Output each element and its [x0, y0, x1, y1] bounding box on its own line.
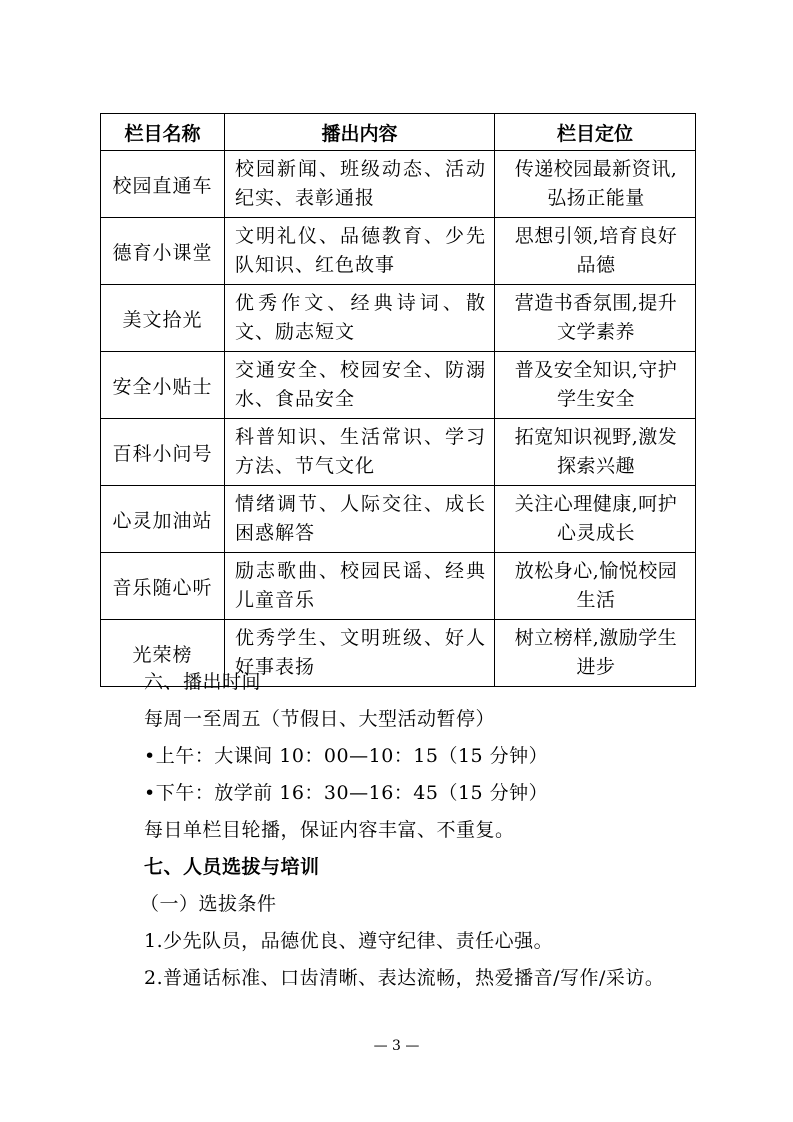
table-row: [101, 218, 696, 285]
row-position: 普及安全知识,守护学生安全: [495, 352, 696, 419]
row-name: 心灵加油站: [101, 486, 225, 553]
row-name: 德育小课堂: [101, 218, 225, 285]
row-content: 情绪调节、人际交往、成长困惑解答: [225, 486, 495, 553]
rotation-text: 每日单栏目轮播，保证内容丰富、不重复。: [144, 819, 515, 841]
morning-slot: •上午：大课间 10：00—10：15（15 分钟）: [144, 745, 549, 767]
table-row: [101, 151, 696, 218]
row-position: 思想引领,培育良好品德: [495, 218, 696, 285]
row-name: 百科小问号: [101, 419, 225, 486]
row-content: 励志歌曲、校园民谣、经典儿童音乐: [225, 553, 495, 620]
condition-item-2: 2.普通话标准、口齿清晰、表达流畅，热爱播音/写作/采访。: [144, 967, 665, 989]
column-table: [100, 113, 696, 687]
table-header-row: [101, 114, 696, 151]
row-content: 科普知识、生活常识、学习方法、节气文化: [225, 419, 495, 486]
row-name: 安全小贴士: [101, 352, 225, 419]
row-name: 美文拾光: [101, 285, 225, 352]
page-number: — 3 —: [373, 1038, 420, 1054]
header-column-position: 栏目定位: [495, 114, 696, 151]
row-position: 树立榜样,激励学生进步: [495, 620, 696, 687]
row-position: 营造书香氛围,提升文学素养: [495, 285, 696, 352]
header-column-name: 栏目名称: [101, 114, 225, 151]
table-row: [101, 352, 696, 419]
row-name: 光荣榜: [101, 620, 225, 687]
header-broadcast-content: 播出内容: [225, 114, 495, 151]
document-body: [100, 664, 700, 997]
section6-title: 六、播出时间: [144, 671, 262, 693]
row-position: 拓宽知识视野,激发探索兴趣: [495, 419, 696, 486]
row-position: 传递校园最新资讯,弘扬正能量: [495, 151, 696, 218]
section7-subtitle: （一）选拔条件: [140, 893, 277, 915]
row-content: 优秀作文、经典诗词、散文、励志短文: [225, 285, 495, 352]
schedule-text: 每周一至周五（节假日、大型活动暂停）: [144, 708, 496, 730]
row-content: 优秀学生、文明班级、好人好事表扬: [225, 620, 495, 687]
condition-item-1: 1.少先队员，品德优良、遵守纪律、责任心强。: [144, 930, 554, 952]
section7-title: 七、人员选拔与培训: [144, 856, 320, 878]
row-content: 校园新闻、班级动态、活动纪实、表彰通报: [225, 151, 495, 218]
row-name: 校园直通车: [101, 151, 225, 218]
table-row: [101, 419, 696, 486]
row-content: 交通安全、校园安全、防溺水、食品安全: [225, 352, 495, 419]
row-position: 放松身心,愉悦校园生活: [495, 553, 696, 620]
table-row: [101, 486, 696, 553]
row-content: 文明礼仪、品德教育、少先队知识、红色故事: [225, 218, 495, 285]
table-row: [101, 285, 696, 352]
table-row: [101, 553, 696, 620]
row-name: 音乐随心听: [101, 553, 225, 620]
row-position: 关注心理健康,呵护心灵成长: [495, 486, 696, 553]
afternoon-slot: •下午：放学前 16：30—16：45（15 分钟）: [144, 782, 549, 804]
